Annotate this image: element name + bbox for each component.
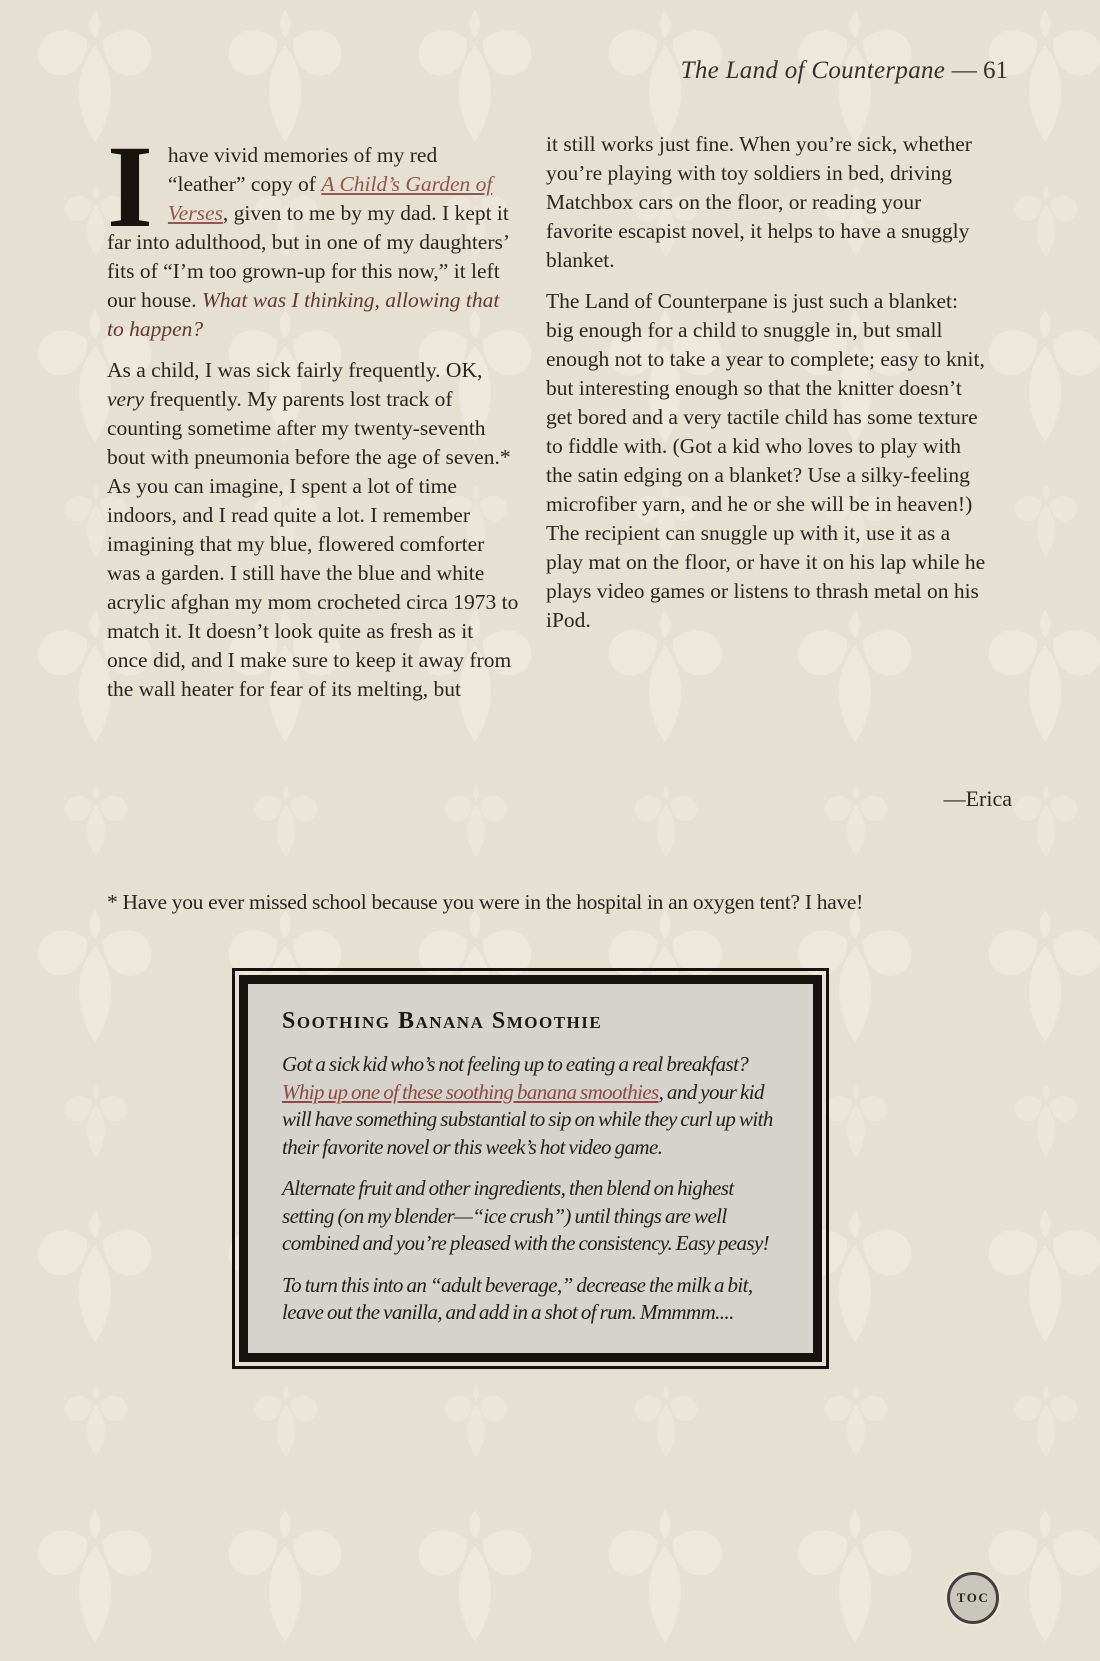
smoothie-recipe-link[interactable]: Whip up one of these soothing banana smoothies (282, 1079, 659, 1104)
paragraph-blanket: it still works just fine. When you’re sick, whether you’re playing with toy soldiers in bed, driving Matchbox cars on the floor, or reading your favorite escapist novel, it helps to have a snuggly blanket. (546, 132, 972, 272)
page-number: — 61 (951, 57, 1008, 84)
sidebar-paragraph-2: Alternate fruit and other ingredients, then blend on highest setting (on my blender—“ice crush”) until things are well combined and you’re pleased with the consistency. Easy peasy! (282, 1176, 770, 1255)
sidebar-paragraph-1 (282, 1051, 779, 1161)
sidebar-title: Soothing Banana Smoothie (282, 1008, 603, 1034)
recipe-sidebar-inner (239, 975, 822, 1362)
paragraph-childhood (107, 356, 519, 704)
paragraph-text: As a child, I was sick fairly frequently. OK, (107, 358, 483, 382)
text-column-right (546, 130, 990, 647)
sidebar-text: , and your kid will have something substantial to sip on while they curl up with their favorite novel or this week’s hot video game. (282, 1079, 773, 1159)
paragraph-text: frequently. My parents lost track of counting sometime after my twenty-seventh bout with pneumonia before the age of seven.* As you can imagine, I spent a lot of time indoors, and I read quite a lot. I remember imagining that my blue, flowered comforter was a garden. I still have the blue and white acrylic afghan my mom crocheted circa 1973 to match it. It doesn’t look quite as fresh as it once did, and I make sure to keep it away from the wall heater for fear of its melting, but (107, 387, 519, 701)
emphasis-text: very (107, 387, 144, 411)
dropcap-letter: I (107, 121, 153, 252)
paragraph-counterpane: The Land of Counterpane is just such a blanket: big enough for a child to snuggle in, but small enough not to take a year to complete; easy to knit, but interesting enough so that the knitter doesn’t get bored and a very tactile child has some texture to fiddle with. (Got a kid who loves to play with the satin edging on a blanket? Use a silky-feeling microfiber yarn, and he or she will be in heaven!) The recipient can snuggle up with it, use it as a play mat on the floor, or have it on his lap while he plays video games or listens to thrash metal on his iPod. (546, 289, 986, 632)
paragraph-text: have vivid memories of my red “leather” copy of (167, 143, 438, 196)
sidebar-paragraph-3: To turn this into an “adult beverage,” decrease the milk a bit, leave out the vanilla, and add in a shot of rum. Mmmmm.... (282, 1272, 753, 1324)
recipe-sidebar-box (232, 968, 829, 1369)
toc-button[interactable]: TOC (947, 1572, 999, 1624)
running-header (681, 57, 1008, 85)
paragraph-intro (107, 121, 519, 344)
chapter-title: The Land of Counterpane (680, 57, 952, 84)
rhetorical-question-text: What was I thinking, allowing that to happen? (107, 288, 500, 341)
book-title-link[interactable]: A Child’s Garden of Verses (167, 172, 493, 225)
sidebar-text: Got a sick kid who’s not feeling up to eating a real breakfast? (282, 1052, 749, 1076)
author-signature: —Erica (943, 786, 1012, 811)
paragraph-text: , given to me by my dad. I kept it far into adulthood, but in one of my daughters’ fits of “I’m too grown-up for this now,” it left our house. (107, 201, 509, 312)
footnote: * Have you ever missed school because you were in the hospital in an oxygen tent? I have! (107, 890, 864, 914)
text-column-left (107, 121, 519, 716)
